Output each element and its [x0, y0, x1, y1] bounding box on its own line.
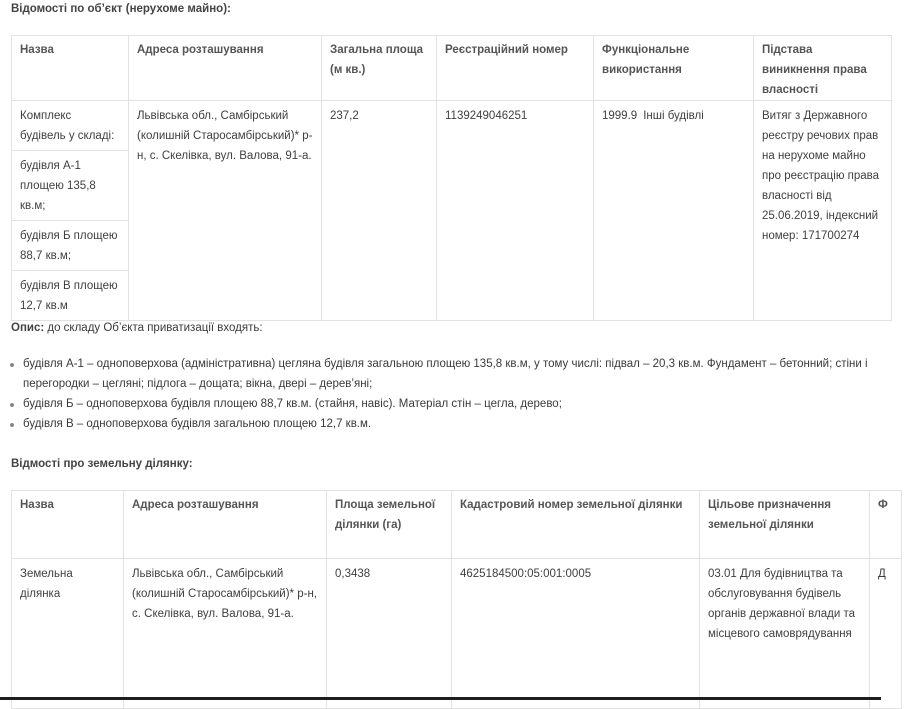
description-text: до складу Об’єкта приватизації входять: — [44, 322, 263, 334]
land-section-heading: Відмості про земельну ділянку: — [11, 458, 193, 470]
property-area-cell: 237,2 — [322, 101, 437, 321]
column-header-area: Загальна площа (м кв.) — [322, 36, 437, 101]
property-table-header — [12, 36, 892, 101]
property-name-cell — [12, 101, 129, 321]
column-header-registration-number: Реєстраційний номер — [437, 36, 594, 101]
land-table — [11, 490, 902, 709]
land-area-cell: 0,3438 — [327, 559, 452, 709]
list-item: будівля Б – одноповерхова будівля площею 88,7 кв.м. (стайня, навіс). Матеріал стін – цегла, дерево; — [23, 394, 923, 414]
description-list — [0, 354, 923, 434]
property-section-heading: Відомості по об’єкт (нерухоме майно): — [11, 3, 231, 15]
column-header-name: Назва — [12, 491, 124, 559]
column-header-ownership-basis: Підстава виникнення права власності — [754, 36, 892, 101]
description-paragraph — [11, 318, 881, 338]
column-header-name: Назва — [12, 36, 129, 101]
property-ownership-cell: Витяг з Державного реєстру речових прав на нерухоме майно про реєстрацію права власності від 25.06.2019, індексний номер: 171700274 — [754, 101, 892, 321]
list-item: будівля В – одноповерхова будівля загальною площею 12,7 кв.м. — [23, 414, 923, 434]
land-cadastral-cell: 4625184500:05:001:0005 — [452, 559, 700, 709]
property-function-cell — [594, 101, 754, 321]
land-address-cell: Львівська обл., Самбірський (колишній Старосамбірський)* р-н, с. Скелівка, вул. Валова, 91-а. — [124, 559, 327, 709]
table-row — [12, 559, 902, 709]
column-header-address: Адреса розташування — [129, 36, 322, 101]
land-extra-cell: Д — [870, 559, 902, 709]
column-header-address: Адреса розташування — [124, 491, 327, 559]
bottom-edge-bar — [0, 697, 881, 700]
column-header-function: Функціональне використання — [594, 36, 754, 101]
list-item: будівля А-1 – одноповерхова (адміністративна) цегляна будівля загальною площею 135,8 кв.м, у тому числі: підвал – 20,3 кв.м. Фундамент – бетонний; стіни і перегородки – цегляні; підлога – дощата; вікна, двері – дерев’яні; — [23, 354, 923, 394]
property-name-part: Комплекс будівель у складі: — [20, 110, 115, 142]
property-name-part: будівля А-1 площею 135,8 кв.м; — [12, 150, 128, 220]
column-header-land-area: Площа земельної ділянки (га) — [327, 491, 452, 559]
property-registration-cell: 1139249046251 — [437, 101, 594, 321]
description-label: Опис: — [11, 322, 45, 334]
property-name-part: будівля В площею 12,7 кв.м — [12, 270, 128, 320]
land-purpose-cell: 03.01 Для будівництва та обслуговування будівель органів державної влади та місцевого самоврядування — [700, 559, 870, 709]
property-address-cell: Львівська обл., Самбірський (колишній Старосамбірський)* р-н, с. Скелівка, вул. Валова, 91-а. — [129, 101, 322, 321]
property-table — [11, 35, 892, 321]
property-name-part: будівля Б площею 88,7 кв.м; — [12, 220, 128, 270]
land-name-cell: Земельна ділянка — [12, 559, 124, 709]
function-code: 1999.9 — [602, 110, 638, 122]
land-table-header — [12, 491, 902, 559]
column-header-cadastral-number: Кадастровий номер земельної ділянки — [452, 491, 700, 559]
column-header-extra: Ф — [870, 491, 902, 559]
table-row — [12, 101, 892, 321]
function-label: Інші будівлі — [643, 110, 704, 122]
column-header-purpose: Цільове призначення земельної ділянки — [700, 491, 870, 559]
